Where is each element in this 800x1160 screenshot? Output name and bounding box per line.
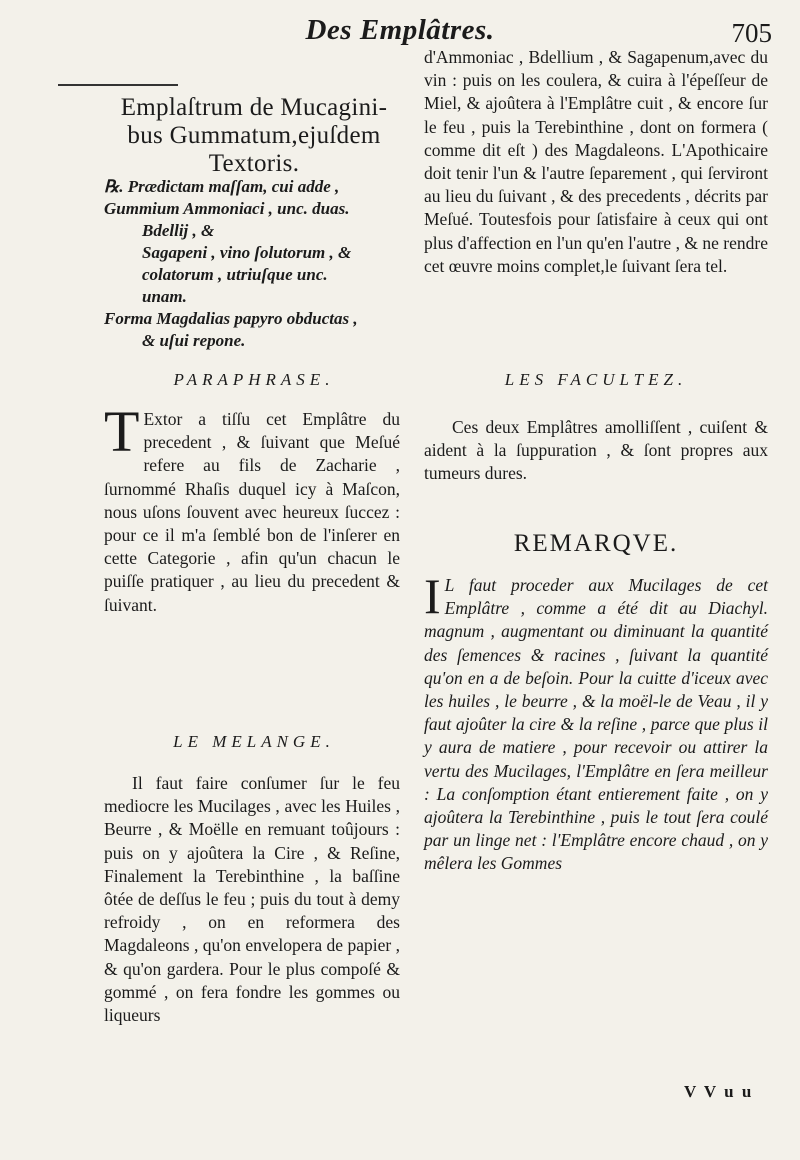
facultez-paragraph: Ces deux Emplâtres amolliſſent , cuiſent & aident à la ſuppuration , & ſont propres aux tumeurs dures. (424, 417, 768, 484)
melange-heading: LE MELANGE. (173, 732, 335, 751)
facultez-heading: LES FACULTEZ. (504, 370, 688, 389)
header-rule (58, 84, 178, 86)
drop-cap: I (424, 568, 441, 624)
recipe-line: Gummium Ammoniaci , unc. duas. (104, 199, 350, 218)
remarque-paragraph (424, 568, 768, 876)
recipe-line: Sagapeni , vino ſolutorum , & (142, 243, 352, 262)
recipe-line: Forma Magdalias papyro obductas , (104, 309, 358, 328)
catchword: V V u u (684, 1082, 754, 1101)
recipe-line: ℞. Prædictam maſſam, cui adde , (104, 177, 340, 196)
paraphrase-paragraph (104, 399, 400, 617)
remarque-heading: REMARQVE. (513, 530, 679, 557)
melange-paragraph: Il faut faire conſumer ſur le feu mediocre les Mucilages , avec les Huiles , Beurre , & Moëlle en remuant toûjours : puis on y ajoûtera la Cire , & Reſine, Finalement la Terebinthine , la baſſine ôtée de deſſus le feu ; puis du tout à demy refroidy , on en reformera des Magdaleons , qu'on envelopera de papier , & qu'on gardera. Pour le plus compoſé & gommé , on fera fondre les gommes ou liqueurs (104, 773, 400, 1026)
recipe-block (104, 176, 394, 352)
drop-cap: T (104, 399, 140, 464)
paraphrase-text: Extor a tiſſu cet Emplâtre du precedent , & ſuivant que Meſué refere au fils de Zacharie , ſurnommé Rhaſis duquel icy à Maſcon, nous uſons ſouvent avec heureux ſuccez : pour ce il m'a ſemblé bon de l'inſerer en cette Categorie , afin qu'un chacun le puiſſe pratiquer , au lieu du precedent & ſuivant. (104, 409, 400, 615)
page-number: 705 (731, 18, 772, 48)
recipe-line: Bdellij , & (142, 221, 215, 240)
continuation-paragraph: d'Ammoniac , Bdellium , & Sagapenum,avec du vin : puis on les coulera, & cuira à l'épeſſeur de Miel, & ajoûtera à l'Emplâtre cuit , & encore ſur le feu , puis la Terebinthine , dont on formera ( comme dit eſt ) des Magdaleons. L'Apothicaire doit tenir l'un & l'autre ſeparement , qui ſerviront au lieu du ſuivant , & des precedents , décrits par Meſué. Toutesfois pour ſatisfaire à ceux qui ont plus d'affection en l'un qu'en l'autre , & ne rendre cet œuvre moins complet,le ſuivant ſera tel. (424, 47, 768, 276)
recipe-line: colatorum , utriuſque unc. (142, 265, 328, 284)
remarque-text: L faut proceder aux Mucilages de cet Emplâtre , comme a été dit au Diachyl. magnum , augmentant ou diminuant la quantité des ſemences & racines , ſuivant la quantité qu'on en a de beſoin. Pour la cuitte d'iceux avec les huiles , le beurre , & la moël-le de Veau , il y faut ajoûter la cire & la reſine , parce que plus il y aura de matiere , pour recevoir ou attirer la vertu des Mucilages, l'Emplâtre en ſera meilleur : La conſomption étant entierement faite , on y ajoûtera la Terebinthine , puis le tout ſera coulé par un linge net : l'Emplâtre encore chaud , on y mêlera les Gommes (424, 575, 768, 874)
paraphrase-heading: PARAPHRASE. (173, 370, 335, 389)
recipe-line: unam. (142, 287, 187, 306)
section-title: Emplaſtrum de Mucagini-bus Gummatum,ejuſdem Textoris. (120, 94, 388, 177)
running-title: Des Emplâtres. (305, 14, 495, 46)
recipe-line: & uſui repone. (142, 331, 246, 350)
